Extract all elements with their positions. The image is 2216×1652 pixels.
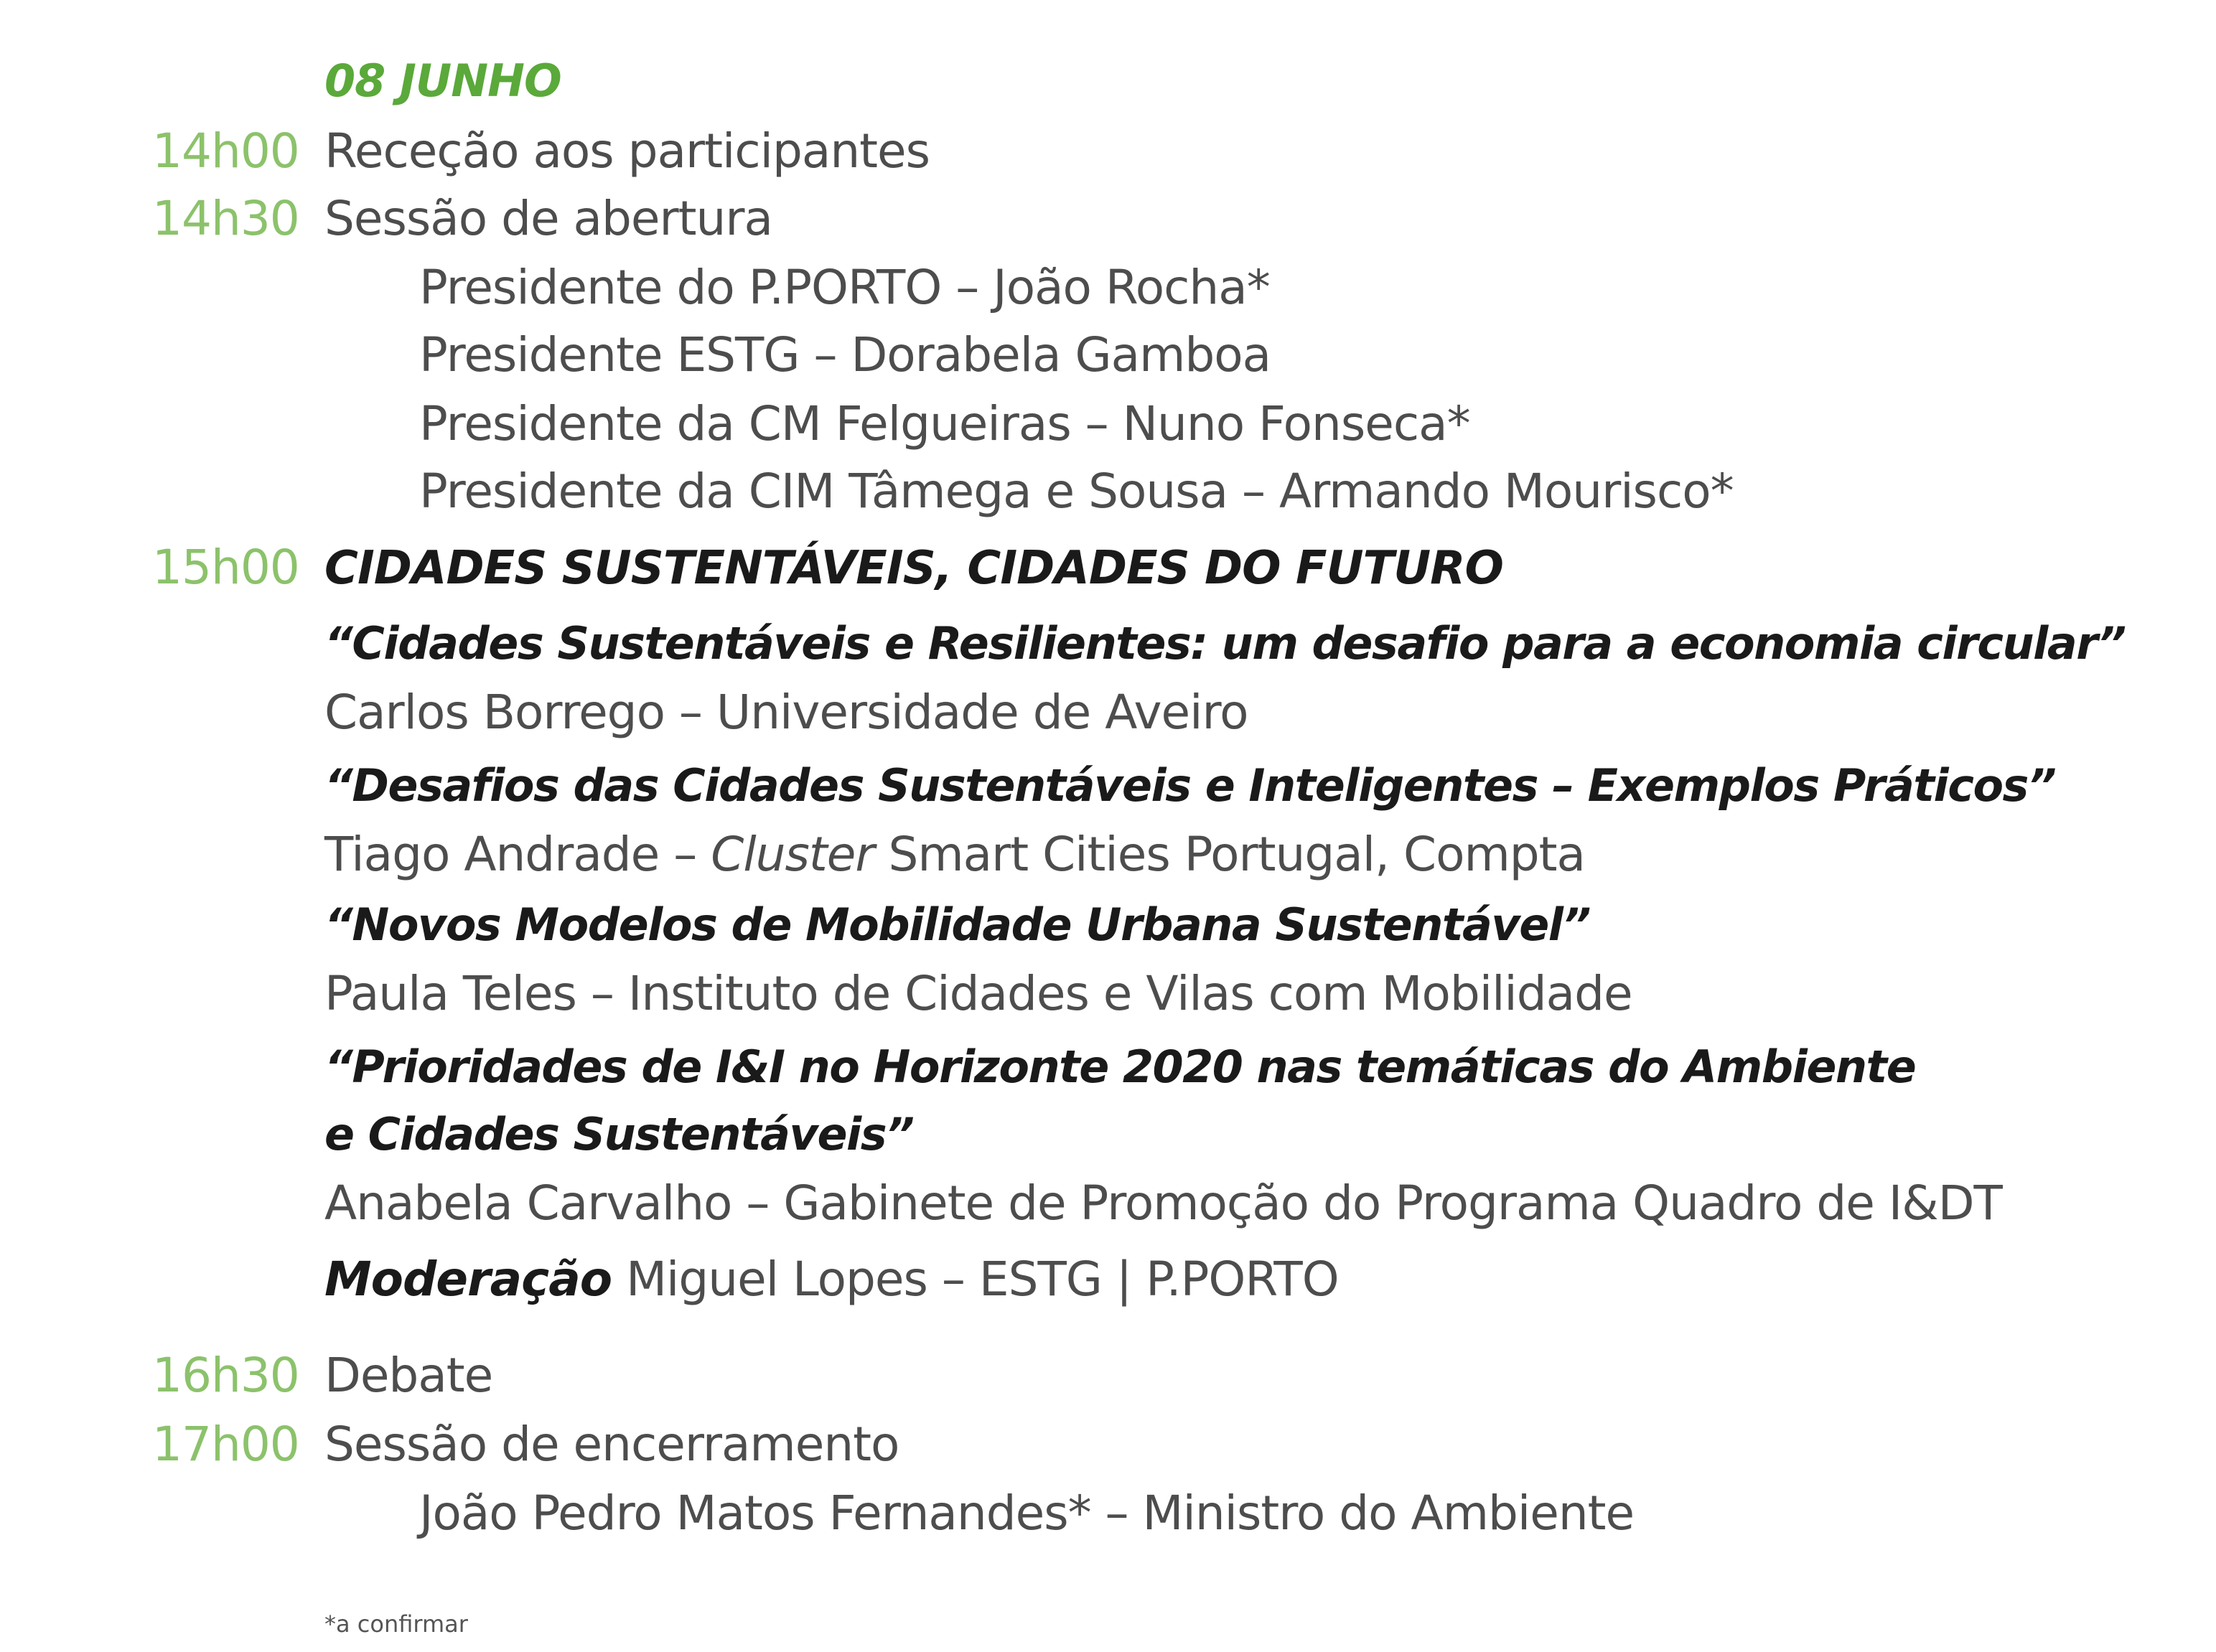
talk-title: “Novos Modelos de Mobilidade Urbana Sustentável” bbox=[324, 898, 1590, 951]
time-1700: 17h00 bbox=[152, 1417, 299, 1472]
speaker-org: Smart Cities Portugal, Compta bbox=[874, 827, 1585, 882]
opening-speaker: Presidente da CIM Tâmega e Sousa – Armando Mourisco* bbox=[419, 464, 1734, 519]
talk-speaker: Anabela Carvalho – Gabinete de Promoção do Programa Quadro de I&DT bbox=[324, 1175, 2002, 1231]
talk-speaker: Paula Teles – Instituto de Cidades e Vilas com Mobilidade bbox=[324, 966, 1632, 1021]
time-1500: 15h00 bbox=[152, 540, 299, 595]
opening-speaker: Presidente ESTG – Dorabela Gamboa bbox=[419, 327, 1271, 383]
time-1400: 14h00 bbox=[152, 123, 299, 179]
opening-speaker: Presidente da CM Felgueiras – Nuno Fonseca* bbox=[419, 396, 1470, 451]
opening-speaker: Presidente do P.PORTO – João Rocha* bbox=[419, 260, 1270, 315]
talk-title: “Desafios das Cidades Sustentáveis e Inteligentes – Exemplos Práticos” bbox=[324, 759, 2056, 812]
footnote: *a confirmar bbox=[324, 1610, 468, 1638]
talk-speaker: Carlos Borrego – Universidade de Aveiro bbox=[324, 685, 1248, 740]
program-date: 08 JUNHO bbox=[324, 55, 561, 107]
moderation-line bbox=[324, 1252, 1339, 1307]
speaker-name: Tiago Andrade – bbox=[324, 827, 711, 882]
time-1430: 14h30 bbox=[152, 191, 299, 246]
item-closing-session: Sessão de encerramento bbox=[324, 1417, 899, 1472]
item-reception: Receção aos participantes bbox=[324, 123, 930, 179]
panel-heading: CIDADES SUSTENTÁVEIS, CIDADES DO FUTURO bbox=[324, 542, 1503, 595]
item-debate: Debate bbox=[324, 1348, 493, 1403]
talk-speaker bbox=[324, 827, 1585, 882]
moderation-label: Moderação bbox=[324, 1252, 612, 1307]
speaker-italic: Cluster bbox=[711, 827, 874, 882]
talk-title-line1: “Prioridades de I&I no Horizonte 2020 nas temáticas do Ambiente bbox=[324, 1041, 1916, 1093]
moderation-text: Miguel Lopes – ESTG | P.PORTO bbox=[612, 1252, 1339, 1307]
time-1630: 16h30 bbox=[152, 1348, 299, 1403]
item-opening-session: Sessão de abertura bbox=[324, 191, 772, 246]
talk-title: “Cidades Sustentáveis e Resilientes: um desafio para a economia circular” bbox=[324, 617, 2126, 670]
talk-title-line2: e Cidades Sustentáveis” bbox=[324, 1108, 914, 1160]
closing-speaker: João Pedro Matos Fernandes* – Ministro do Ambiente bbox=[419, 1486, 1635, 1541]
